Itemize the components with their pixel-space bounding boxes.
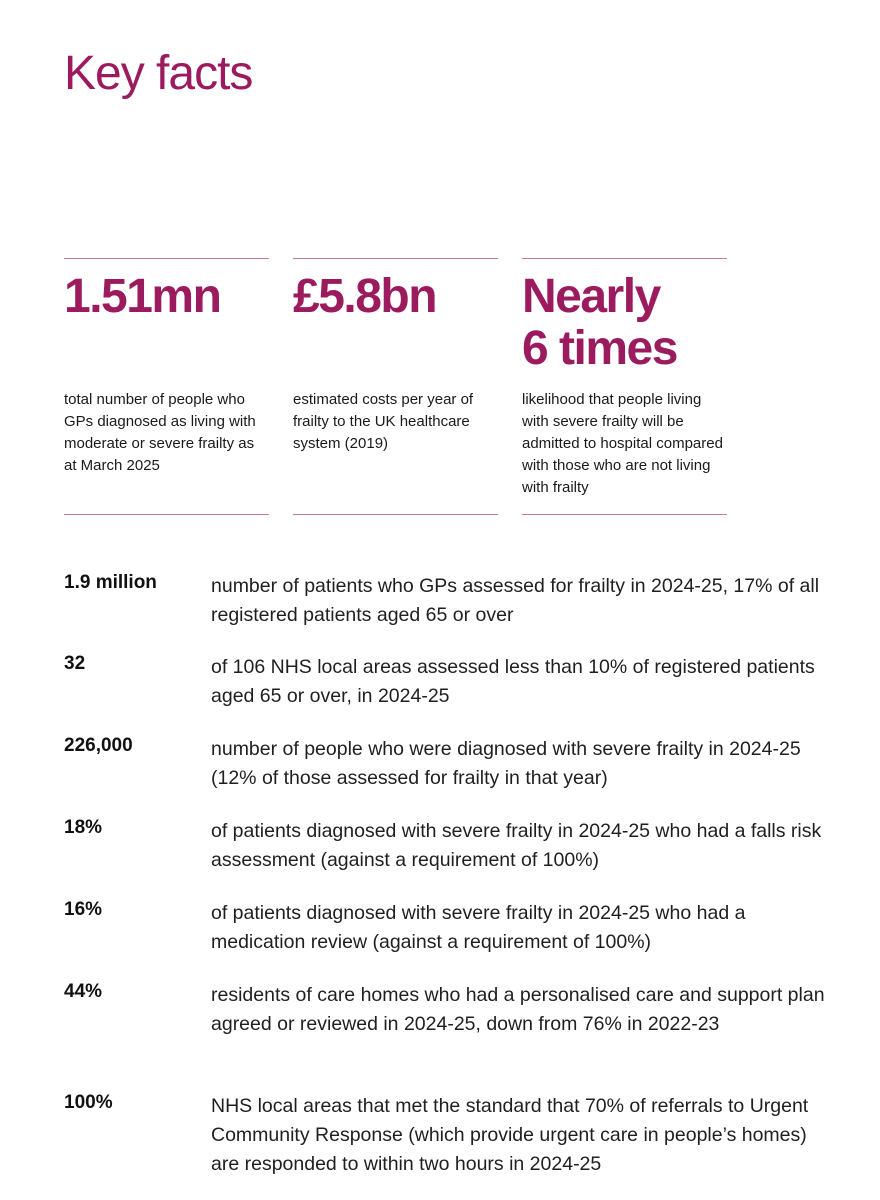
fact-text: NHS local areas that met the standard that 70% of referrals to Urgent Community Response (which provide urgent care in people’s homes) are responded to within two hours in 2024-25 (211, 1095, 809, 1175)
fact-value: 226,000 (64, 735, 133, 756)
highlight-description: estimated costs per year of frailty to the UK healthcare system (2019) (293, 391, 474, 452)
highlight-card-estimated-costs (293, 258, 498, 515)
fact-value: 18% (64, 817, 103, 838)
fact-text: of patients diagnosed with severe frailty in 2024-25 who had a falls risk assessment (against a requirement of 100%) (211, 820, 822, 871)
highlight-figure: Nearly 6 times (522, 270, 677, 375)
highlight-card-people-diagnosed (64, 258, 269, 515)
highlight-figure: £5.8bn (293, 270, 437, 323)
fact-text: of patients diagnosed with severe frailty in 2024-25 who had a medication review (against a requirement of 100%) (211, 902, 746, 953)
fact-text: number of patients who GPs assessed for frailty in 2024-25, 17% of all registered patients aged 65 or over (211, 575, 820, 626)
fact-text: number of people who were diagnosed with severe frailty in 2024-25 (12% of those assessed for frailty in that year) (211, 738, 801, 789)
highlight-description: total number of people who GPs diagnosed as living with moderate or severe frailty as at March 2025 (64, 391, 256, 474)
highlight-description: likelihood that people living with severe frailty will be admitted to hospital compared with those who are not living with frailty (522, 391, 723, 496)
fact-value: 32 (64, 653, 86, 674)
highlight-card-hospital-likelihood (522, 258, 727, 515)
fact-text: of 106 NHS local areas assessed less than 10% of registered patients aged 65 or over, in 2024-25 (211, 656, 815, 707)
fact-value: 1.9 million (64, 572, 157, 593)
fact-text: residents of care homes who had a personalised care and support plan agreed or reviewed in 2024-25, down from 76% in 2022-23 (211, 984, 825, 1035)
fact-value: 44% (64, 981, 103, 1002)
fact-value: 100% (64, 1092, 113, 1113)
highlight-figure: 1.51mn (64, 270, 221, 323)
fact-value: 16% (64, 899, 103, 920)
page-title: Key facts (64, 47, 253, 100)
